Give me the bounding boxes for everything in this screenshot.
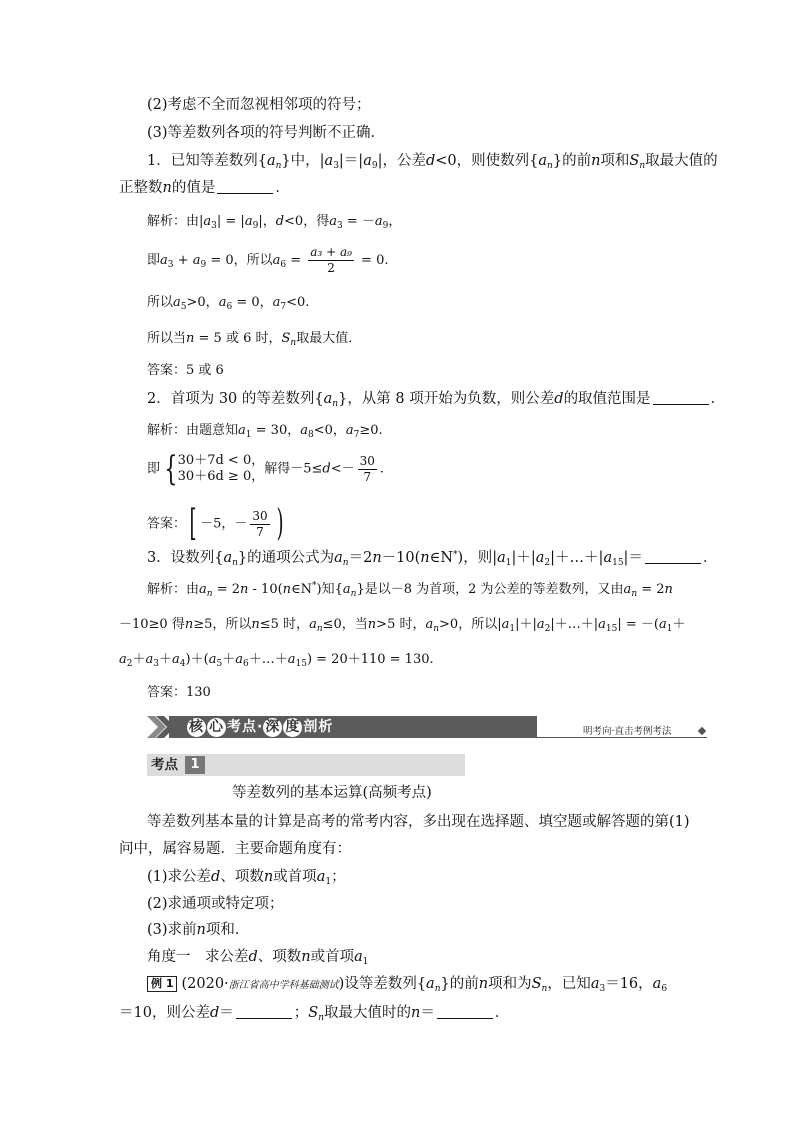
question-3: 3．设数列$\{a_n\}$的通项公式为$a_n=2n-10(n\in N^*)$，则$|a_1|+|a_2|+\dots+|a_{15}|=$ ．	[147, 550, 718, 568]
solution-line: 解析：由$|a_3| = |a_9|$，d<0，得$a_3 = -a_9$，	[147, 214, 402, 231]
answer-blank	[236, 1004, 292, 1019]
answer-blank	[437, 1004, 493, 1019]
angle-heading: 角度一 求公差d、项数n或首项$a_1$	[147, 949, 369, 967]
question-1-cont: 正整数n的值是 ．	[119, 180, 290, 196]
list-item: (2)求通项或特定项；	[147, 896, 284, 912]
banner-title: 核 心 考点· 深 度 剖析	[189, 719, 334, 735]
list-item: (1)求公差d、项数n或首项$a_1$；	[147, 869, 346, 887]
solution-line: 所以当n = 5 或 6 时，$S_n$取最大值．	[147, 331, 362, 348]
kaodian-header	[147, 754, 465, 776]
text-line: (2)考虑不全而忽视相邻项的符号；	[147, 97, 371, 113]
kaodian-label: 考点	[151, 757, 178, 773]
question-1: 1．已知等差数列$\{a_n\}$中，$|a_3|=|a_9|$，公差d<0，则使数列$\{a_n\}$的前n项和$S_n$取最大值的	[147, 153, 718, 171]
solution-line: 解析：由题意知$a_1 = 30$，$a_8<0$，$a_7\ge 0$.	[147, 423, 383, 440]
banner-tagline: 明考向·直击考例考法	[583, 726, 672, 737]
section-banner	[147, 713, 707, 741]
solution-line: 所以$a_5>0$，$a_6 = 0$，$a_7<0$.	[147, 295, 310, 312]
example-line: 例 1 (2020·浙江省高中学科基础测试)设等差数列$\{a_n\}$的前n项和为$S_n$，已知$a_3=16$，$a_6$	[147, 974, 667, 996]
list-item: (3)求前n项和．	[147, 922, 250, 938]
kaodian-number: 1	[185, 756, 205, 774]
solution-line: 即$a_3 + a_9 = 0$，所以$a_6$ = $\frac{\text{a₃ + a₉}}{2}$ = 0.	[147, 245, 389, 275]
topic-title: 等差数列的基本运算(高频考点)	[232, 785, 432, 801]
answer-blank	[653, 390, 709, 405]
divider	[537, 737, 707, 738]
paragraph-line: 问中，属容易题．主要命题角度有：	[119, 841, 351, 857]
equation-system: 30＋7d < 0， 30＋6d ≥ 0，	[177, 453, 265, 484]
answer-blank	[217, 179, 273, 194]
fraction: $\frac{\text{a₃ + a₉}}{2}$	[310, 245, 352, 275]
answer-line: 答案：130	[147, 685, 211, 700]
solution-line: 解析：由$a_n = 2n$ - 10(n∈N*)知$\{a_n\}$是以－8 为首项，2 为公差的等差数列，又由$a_n = 2n$	[147, 581, 673, 599]
diamond-icon	[698, 727, 706, 735]
text-line: (3)等差数列各项的符号判断不正确．	[147, 125, 386, 141]
solution-line: －10≥0 得n≥5，所以n≤5 时，$a_n\le 0$，当n>5 时，$a_n>0$，所以$|a_1|+|a_2|+\dots+|a_{15}| = -(a_1+$	[119, 617, 686, 634]
answer-line: 答案：[ －5，－ $\frac{30}{7}$ )	[147, 503, 284, 544]
example-line-cont: ＝10，则公差d＝ ；$S_n$取最大值时的n＝ ．	[119, 1005, 510, 1023]
fraction: $\frac{30}{7}$	[359, 453, 375, 484]
example-label: 例 1	[147, 976, 177, 992]
answer-blank	[645, 549, 701, 564]
fraction: $\frac{30}{7}$	[252, 508, 268, 539]
paragraph-line: 等差数列基本量的计算是高考的常考内容，多出现在选择题、填空题或解答题的第(1)	[147, 814, 690, 830]
solution-system: 即 { 30＋7d < 0， 30＋6d ≥ 0， 解得－5≤d<－ $\frac{30}{7}$ .	[147, 449, 385, 489]
question-2: 2．首项为 30 的等差数列$\{a_n\}$，从第 8 项开始为负数，则公差d的取值范围是 ．	[147, 391, 726, 409]
answer-line: 答案：5 或 6	[147, 363, 224, 378]
solution-line: $a_2+a_3+a_4)+(a_5+a_6+\dots+a_{15}) = 20+110 = 130$.	[119, 652, 434, 669]
